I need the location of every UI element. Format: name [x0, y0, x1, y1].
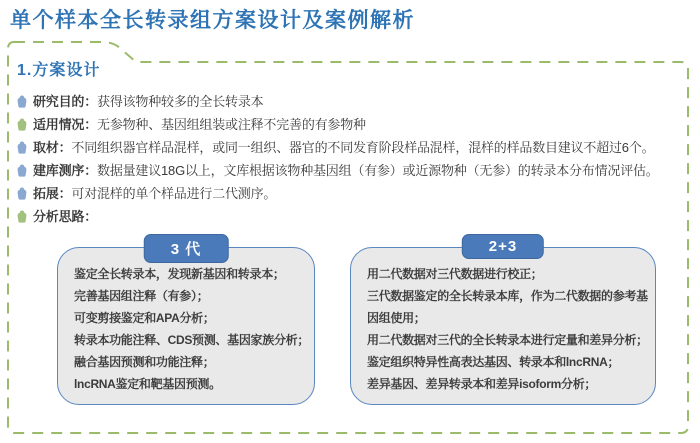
dna-bullet-icon: [17, 210, 27, 223]
bullet-text: 获得该物种较多的全长转录本: [97, 94, 264, 109]
section-title: 1.方案设计: [17, 62, 101, 79]
bullet-list: [17, 90, 677, 228]
generation3-card-header: 3 代: [144, 234, 229, 263]
list-item: [17, 159, 677, 182]
generation3-card-body: [58, 248, 314, 395]
card-item: 可变剪接鉴定和APA分析；: [74, 311, 215, 325]
card-item: 用二代数据对三代数据进行校正；: [367, 267, 543, 281]
dna-bullet-icon: [17, 141, 27, 154]
card-item: 融合基因预测和功能注释；: [74, 355, 215, 369]
card-item: 鉴定全长转录本，发现新基因和转录本；: [74, 267, 285, 281]
dna-bullet-icon: [17, 118, 27, 131]
card-item: 鉴定组织特异性高表达基因、转录本和lncRNA；: [367, 355, 620, 369]
generation3-card: [57, 241, 315, 405]
dna-bullet-icon: [17, 187, 27, 200]
bullet-label: 建库测序：: [33, 163, 98, 178]
bullet-text: 无参物种、基因组组装或注释不完善的有参物种: [97, 117, 366, 132]
generation2plus3-card-header: 2+3: [462, 234, 544, 259]
card-item: 三代数据鉴定的全长转录本库，作为二代数据的参考基因组使用；: [367, 289, 648, 325]
dna-bullet-icon: [17, 164, 27, 177]
dna-bullet-icon: [17, 95, 27, 108]
bullet-label: 分析思路：: [33, 209, 98, 224]
card-item: 完善基因组注释（有参）；: [74, 289, 209, 303]
bullet-label: 适用情况：: [33, 117, 98, 132]
list-item: [17, 182, 677, 205]
card-item: lncRNA鉴定和靶基因预测。: [74, 377, 221, 391]
card-item: 转录本功能注释、CDS预测、基因家族分析；: [74, 333, 310, 347]
bullet-label: 拓展：: [33, 186, 72, 201]
bullet-text: 数据量建议18G以上，文库根据该物种基因组（有参）或近源物种（无参）的转录本分布情况评估。: [97, 163, 659, 178]
card-item: 差异基因、差异转录本和差异isoform分析；: [367, 377, 597, 391]
generation2plus3-card-body: [351, 248, 655, 395]
page-title: 单个样本全长转录组方案设计及案例解析: [10, 9, 415, 32]
list-item: [17, 205, 677, 228]
bullet-label: 研究目的：: [33, 94, 98, 109]
card-item: 用二代数据对三代的全长转录本进行定量和差异分析；: [367, 333, 648, 347]
bullet-text: 不同组织器官样品混样，或同一组织、器官的不同发育阶段样品混样，混样的样品数目建议不超过6个。: [71, 140, 655, 155]
list-item: [17, 90, 677, 113]
list-item: [17, 136, 677, 159]
list-item: [17, 113, 677, 136]
bullet-text: 可对混样的单个样品进行二代测序。: [71, 186, 277, 201]
generation2plus3-card: [350, 238, 656, 405]
bullet-label: 取材：: [33, 140, 72, 155]
